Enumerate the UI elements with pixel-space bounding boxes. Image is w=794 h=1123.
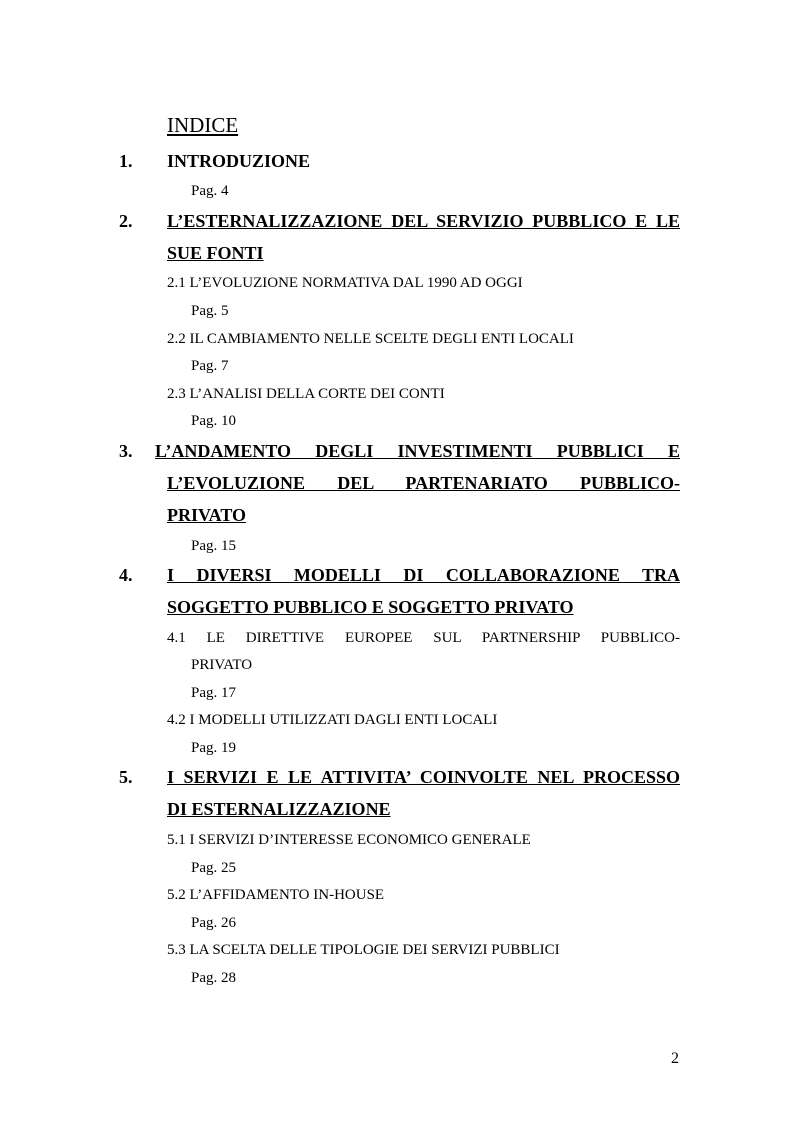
subsection-title: 2.3 L’ANALISI DELLA CORTE DEI CONTI [167,386,445,402]
chapter-title: I DIVERSI MODELLI DI COLLABORAZIONE TRA [167,565,680,585]
chapter-number: 2. [119,211,133,231]
subsection-title: PRIVATO [191,657,253,673]
page-ref: Pag. 17 [191,685,236,701]
subsection-title: 5.1 I SERVIZI D’INTERESSE ECONOMICO GENERALE [167,832,531,848]
subsection-title: 2.1 L’EVOLUZIONE NORMATIVA DAL 1990 AD OGGI [167,275,523,291]
chapter-title: L’EVOLUZIONE DEL PARTENARIATO PUBBLICO- [167,473,680,493]
subsection-title: 2.2 IL CAMBIAMENTO NELLE SCELTE DEGLI ENTI LOCALI [167,331,574,347]
chapter-title: SUE FONTI [167,243,264,263]
page-ref: Pag. 19 [191,740,236,756]
subsection-title: 4.2 I MODELLI UTILIZZATI DAGLI ENTI LOCALI [167,712,498,728]
page-title: INDICE [167,113,239,137]
chapter-number: 1. [119,151,133,171]
chapter-number: 5. [119,767,133,787]
chapter-number: 4. [119,565,133,585]
subsection-title: 5.3 LA SCELTA DELLE TIPOLOGIE DEI SERVIZI PUBBLICI [167,942,560,958]
page-ref: Pag. 26 [191,915,236,931]
chapter-title: L’ESTERNALIZZAZIONE DEL SERVIZIO PUBBLICO E LE [167,211,680,231]
subsection-title: 5.2 L’AFFIDAMENTO IN-HOUSE [167,887,385,903]
page-ref: Pag. 25 [191,860,236,876]
page-ref: Pag. 10 [191,413,236,429]
chapter-title: INTRODUZIONE [167,151,311,171]
page-ref: Pag. 4 [191,183,229,199]
page-number: 2 [671,1050,679,1067]
chapter-number: 3. [119,441,133,461]
chapter-title: I SERVIZI E LE ATTIVITA’ COINVOLTE NEL PROCESSO [167,767,680,787]
chapter-title: PRIVATO [167,505,247,525]
page-ref: Pag. 7 [191,358,229,374]
page-ref: Pag. 15 [191,538,236,554]
page-ref: Pag. 28 [191,970,236,986]
subsection-title: 4.1 LE DIRETTIVE EUROPEE SUL PARTNERSHIP PUBBLICO- [167,630,680,646]
chapter-title: L’ANDAMENTO DEGLI INVESTIMENTI PUBBLICI E [155,441,680,461]
page-ref: Pag. 5 [191,303,229,319]
chapter-title: SOGGETTO PUBBLICO E SOGGETTO PRIVATO [167,597,574,617]
chapter-title: DI ESTERNALIZZAZIONE [167,799,391,819]
